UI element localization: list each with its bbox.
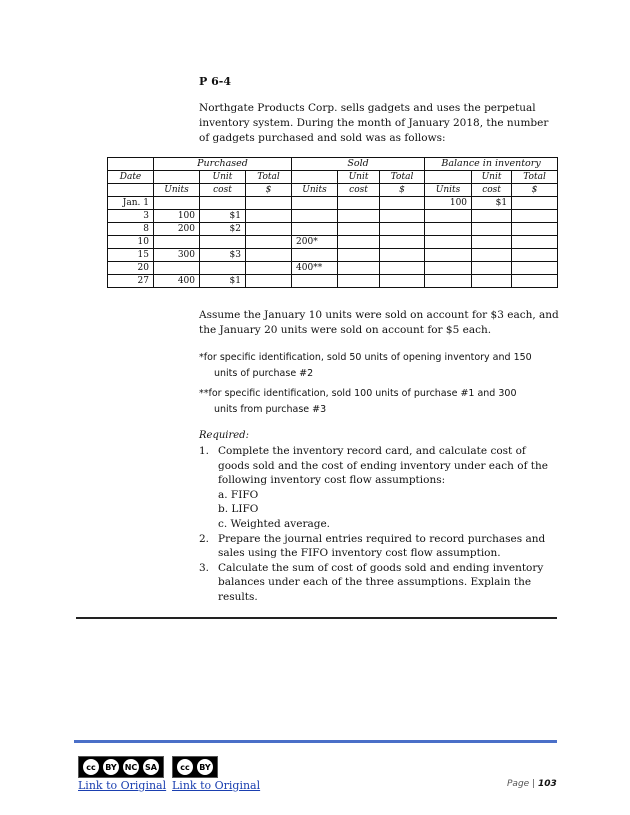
purchased-total-cell xyxy=(246,275,292,288)
footnote-2-line-1: **for specific identification, sold 100 units of purchase #1 and 300 xyxy=(199,388,517,399)
purchased-unit-cost-cell xyxy=(200,197,246,210)
footnote-1 xyxy=(199,350,559,382)
sold-units-cell xyxy=(292,210,338,223)
balance-units-cell: 100 xyxy=(425,197,472,210)
required-item-number: 3. xyxy=(199,561,210,574)
date-cell: 15 xyxy=(108,249,154,262)
sold-unit-cost-cell xyxy=(338,236,380,249)
balance-total-header-top: Total xyxy=(512,171,558,184)
purchased-total-cell xyxy=(246,249,292,262)
purchased-unit-cost-cell xyxy=(200,262,246,275)
footnote-2-line-2: units from purchase #3 xyxy=(214,404,327,415)
cc-icon: cc xyxy=(82,758,100,776)
required-item-2 xyxy=(199,532,559,561)
balance-total-cell xyxy=(512,223,558,236)
sold-unit-cost-cell xyxy=(338,210,380,223)
by-icon: BY xyxy=(102,758,120,776)
table-row xyxy=(108,223,558,236)
sold-total-cell xyxy=(380,223,425,236)
table-row xyxy=(108,249,558,262)
date-header: Date xyxy=(108,171,154,184)
balance-total-header: $ xyxy=(512,184,558,197)
purchased-units-header: Units xyxy=(154,184,200,197)
sold-total-header: $ xyxy=(380,184,425,197)
purchased-unit-cost-cell: $3 xyxy=(200,249,246,262)
purchased-total-header-top: Total xyxy=(246,171,292,184)
sold-unit-cost-cell xyxy=(338,249,380,262)
sub-item-fifo: a. FIFO xyxy=(218,488,259,501)
purchased-unit-cost-cell xyxy=(200,236,246,249)
date-cell: Jan. 1 xyxy=(108,197,154,210)
required-label: Required: xyxy=(199,430,249,441)
required-item-number: 1. xyxy=(199,445,210,457)
purchased-total-header: $ xyxy=(246,184,292,197)
cc-by-license-badge[interactable] xyxy=(172,756,218,778)
purchased-unit-cost-cell: $2 xyxy=(200,223,246,236)
balance-unit-cost-cell xyxy=(472,262,512,275)
sub-item-lifo: b. LIFO xyxy=(218,503,259,516)
required-item-3 xyxy=(199,561,559,605)
balance-units-cell xyxy=(425,249,472,262)
sold-units-cell xyxy=(292,223,338,236)
sa-icon: SA xyxy=(142,758,160,776)
balance-total-cell xyxy=(512,262,558,275)
sold-units-cell: 200* xyxy=(292,236,338,249)
sold-units-cell xyxy=(292,275,338,288)
cc-icon: cc xyxy=(176,758,194,776)
sold-unit-cost-header-top: Unit xyxy=(338,171,380,184)
table-row xyxy=(108,275,558,288)
sold-units-header: Units xyxy=(292,184,338,197)
balance-unit-cost-cell xyxy=(472,275,512,288)
footnote-1-line-1: *for specific identification, sold 50 units of opening inventory and 150 xyxy=(199,352,532,363)
nc-icon: NC xyxy=(122,758,140,776)
balance-group-header: Balance in inventory xyxy=(425,158,558,171)
inventory-table xyxy=(107,157,558,288)
purchased-units-cell: 400 xyxy=(154,275,200,288)
purchased-unit-cost-cell: $1 xyxy=(200,210,246,223)
footer-divider xyxy=(74,740,557,743)
required-item-text: Calculate the sum of cost of goods sold and ending inventory balances under each of the three assumptions. Explain the results. xyxy=(218,561,544,603)
sold-unit-cost-cell xyxy=(338,275,380,288)
sold-units-cell xyxy=(292,197,338,210)
link-to-original-1[interactable]: Link to Original xyxy=(78,779,167,792)
balance-unit-cost-cell xyxy=(472,236,512,249)
sold-unit-cost-header: cost xyxy=(338,184,380,197)
required-item-number: 2. xyxy=(199,532,210,545)
purchased-group-header: Purchased xyxy=(154,158,292,171)
balance-unit-cost-header: cost xyxy=(472,184,512,197)
table-row xyxy=(108,210,558,223)
required-item-1 xyxy=(199,444,559,488)
table-group-header-row xyxy=(108,158,558,171)
balance-total-cell xyxy=(512,275,558,288)
balance-unit-cost-cell xyxy=(472,210,512,223)
assumption-text: Assume the January 10 units were sold on account for $3 each, and the January 20 units were sold on account for $5 each. xyxy=(199,309,559,336)
sold-group-header: Sold xyxy=(292,158,425,171)
sold-total-cell xyxy=(380,249,425,262)
purchased-units-cell: 100 xyxy=(154,210,200,223)
balance-unit-cost-cell xyxy=(472,249,512,262)
balance-unit-cost-cell: $1 xyxy=(472,197,512,210)
sold-total-cell xyxy=(380,210,425,223)
purchased-total-cell xyxy=(246,223,292,236)
balance-units-cell xyxy=(425,275,472,288)
sold-total-cell xyxy=(380,262,425,275)
table-header-row-top xyxy=(108,171,558,184)
sold-units-header-top xyxy=(292,171,338,184)
footnote-2 xyxy=(199,386,559,418)
balance-total-cell xyxy=(512,249,558,262)
purchased-total-cell xyxy=(246,210,292,223)
cc-by-nc-sa-license-badge[interactable] xyxy=(78,756,164,778)
purchased-unit-cost-header: cost xyxy=(200,184,246,197)
date-cell: 8 xyxy=(108,223,154,236)
sold-total-cell xyxy=(380,236,425,249)
sold-total-header-top: Total xyxy=(380,171,425,184)
page-number-value: 103 xyxy=(537,779,557,789)
purchased-units-header-top xyxy=(154,171,200,184)
balance-total-cell xyxy=(512,236,558,249)
required-item-text: Prepare the journal entries required to record purchases and sales using the FIFO inventory cost flow assumption. xyxy=(218,532,546,560)
sold-unit-cost-cell xyxy=(338,262,380,275)
link-to-original-2[interactable]: Link to Original xyxy=(172,779,261,792)
purchased-unit-cost-header-top: Unit xyxy=(200,171,246,184)
balance-units-cell xyxy=(425,262,472,275)
purchased-units-cell xyxy=(154,262,200,275)
balance-units-cell xyxy=(425,210,472,223)
date-cell: 20 xyxy=(108,262,154,275)
date-cell: 3 xyxy=(108,210,154,223)
balance-total-cell xyxy=(512,197,558,210)
sold-units-cell xyxy=(292,249,338,262)
page-label: Page | xyxy=(507,779,536,789)
sold-total-cell xyxy=(380,275,425,288)
sold-unit-cost-cell xyxy=(338,197,380,210)
section-divider xyxy=(76,617,557,619)
by-icon: BY xyxy=(196,758,214,776)
table-row xyxy=(108,262,558,275)
purchased-units-cell: 200 xyxy=(154,223,200,236)
balance-units-cell xyxy=(425,236,472,249)
sub-item-weighted-average: c. Weighted average. xyxy=(218,517,330,530)
purchased-units-cell: 300 xyxy=(154,249,200,262)
date-header-bottom xyxy=(108,184,154,197)
purchased-total-cell xyxy=(246,236,292,249)
sold-units-cell: 400** xyxy=(292,262,338,275)
table-row xyxy=(108,236,558,249)
balance-units-cell xyxy=(425,223,472,236)
page-number xyxy=(507,779,557,789)
problem-intro: Northgate Products Corp. sells gadgets and uses the perpetual inventory system. During the month of January 2018, the number of gadgets purchased and sold was as follows: xyxy=(199,102,549,144)
date-cell: 10 xyxy=(108,236,154,249)
purchased-total-cell xyxy=(246,262,292,275)
required-item-text: Complete the inventory record card, and calculate cost of goods sold and the cost of ending inventory under each of the following inventory cost flow assumptions: xyxy=(218,445,548,487)
purchased-total-cell xyxy=(246,197,292,210)
required-list xyxy=(199,444,559,605)
inventory-table-body xyxy=(108,197,558,288)
problem-title: P 6-4 xyxy=(199,75,231,88)
purchased-unit-cost-cell: $1 xyxy=(200,275,246,288)
balance-unit-cost-header-top: Unit xyxy=(472,171,512,184)
sold-unit-cost-cell xyxy=(338,223,380,236)
table-row xyxy=(108,197,558,210)
balance-units-header: Units xyxy=(425,184,472,197)
balance-unit-cost-cell xyxy=(472,223,512,236)
footnote-1-line-2: units of purchase #2 xyxy=(214,368,314,379)
balance-total-cell xyxy=(512,210,558,223)
date-cell: 27 xyxy=(108,275,154,288)
purchased-units-cell xyxy=(154,197,200,210)
purchased-units-cell xyxy=(154,236,200,249)
sold-total-cell xyxy=(380,197,425,210)
table-header-row-bottom xyxy=(108,184,558,197)
date-group-cell xyxy=(108,158,154,171)
balance-units-header-top xyxy=(425,171,472,184)
